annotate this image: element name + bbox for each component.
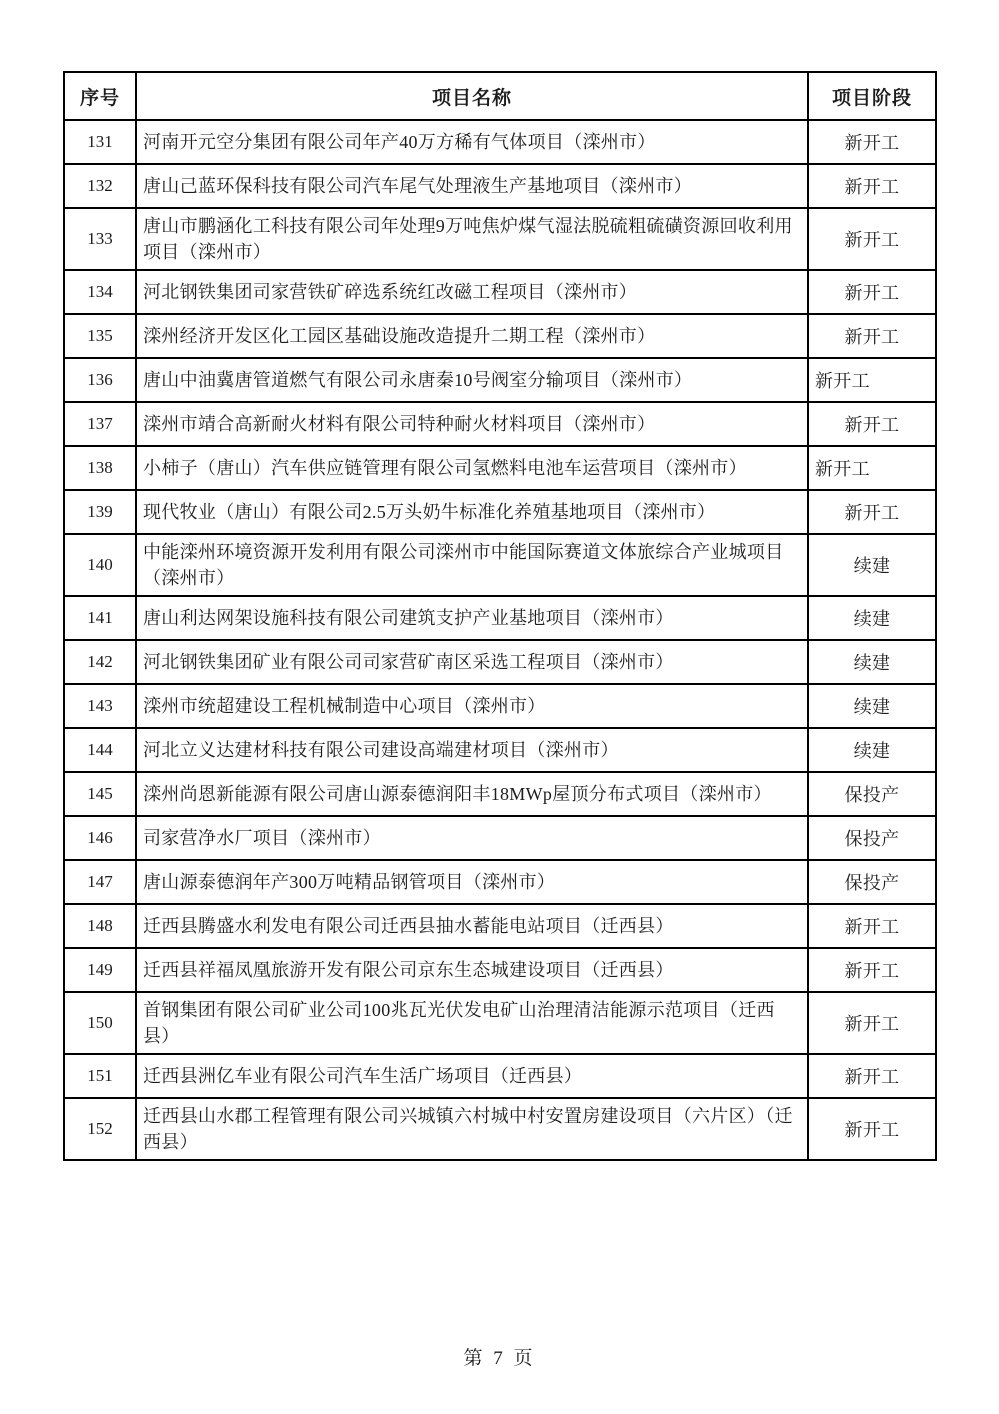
cell-serial-number: 147 bbox=[64, 860, 136, 904]
cell-project-name: 唐山市鹏涵化工科技有限公司年处理9万吨焦炉煤气湿法脱硫粗硫磺资源回收利用项目（滦州市） bbox=[136, 208, 808, 270]
header-serial-number: 序号 bbox=[64, 72, 136, 120]
table-row bbox=[64, 164, 936, 208]
cell-project-stage: 续建 bbox=[808, 534, 936, 596]
table-row bbox=[64, 358, 936, 402]
table-row bbox=[64, 270, 936, 314]
cell-serial-number: 138 bbox=[64, 446, 136, 490]
cell-serial-number: 146 bbox=[64, 816, 136, 860]
cell-serial-number: 142 bbox=[64, 640, 136, 684]
table-row bbox=[64, 534, 936, 596]
table-row bbox=[64, 728, 936, 772]
cell-project-stage: 新开工 bbox=[808, 446, 936, 490]
cell-project-stage: 新开工 bbox=[808, 1098, 936, 1160]
cell-project-stage: 新开工 bbox=[808, 164, 936, 208]
cell-serial-number: 144 bbox=[64, 728, 136, 772]
table-row bbox=[64, 816, 936, 860]
cell-serial-number: 148 bbox=[64, 904, 136, 948]
table-row bbox=[64, 684, 936, 728]
cell-project-stage: 新开工 bbox=[808, 208, 936, 270]
cell-project-name: 河北钢铁集团矿业有限公司司家营矿南区采选工程项目（滦州市） bbox=[136, 640, 808, 684]
cell-project-name: 现代牧业（唐山）有限公司2.5万头奶牛标准化养殖基地项目（滦州市） bbox=[136, 490, 808, 534]
table-row bbox=[64, 490, 936, 534]
cell-serial-number: 141 bbox=[64, 596, 136, 640]
table-header bbox=[64, 72, 936, 120]
cell-serial-number: 137 bbox=[64, 402, 136, 446]
table-row bbox=[64, 860, 936, 904]
header-project-name: 项目名称 bbox=[136, 72, 808, 120]
cell-project-name: 滦州市统超建设工程机械制造中心项目（滦州市） bbox=[136, 684, 808, 728]
cell-serial-number: 150 bbox=[64, 992, 136, 1054]
cell-project-stage: 新开工 bbox=[808, 904, 936, 948]
cell-project-name: 迁西县山水郡工程管理有限公司兴城镇六村城中村安置房建设项目（六片区）（迁西县） bbox=[136, 1098, 808, 1160]
cell-project-stage: 保投产 bbox=[808, 816, 936, 860]
cell-project-name: 首钢集团有限公司矿业公司100兆瓦光伏发电矿山治理清洁能源示范项目（迁西县） bbox=[136, 992, 808, 1054]
page-number: 第 7 页 bbox=[463, 1348, 536, 1369]
cell-serial-number: 135 bbox=[64, 314, 136, 358]
cell-project-stage: 新开工 bbox=[808, 992, 936, 1054]
cell-serial-number: 152 bbox=[64, 1098, 136, 1160]
cell-project-name: 小柿子（唐山）汽车供应链管理有限公司氢燃料电池车运营项目（滦州市） bbox=[136, 446, 808, 490]
cell-serial-number: 145 bbox=[64, 772, 136, 816]
cell-project-name: 滦州尚恩新能源有限公司唐山源泰德润阳丰18MWp屋顶分布式项目（滦州市） bbox=[136, 772, 808, 816]
cell-project-stage: 新开工 bbox=[808, 358, 936, 402]
cell-serial-number: 140 bbox=[64, 534, 136, 596]
table-row bbox=[64, 208, 936, 270]
cell-project-name: 唐山己蓝环保科技有限公司汽车尾气处理液生产基地项目（滦州市） bbox=[136, 164, 808, 208]
cell-serial-number: 143 bbox=[64, 684, 136, 728]
cell-project-name: 滦州市靖合高新耐火材料有限公司特种耐火材料项目（滦州市） bbox=[136, 402, 808, 446]
table-row bbox=[64, 992, 936, 1054]
header-row bbox=[64, 72, 936, 120]
table-row bbox=[64, 314, 936, 358]
cell-project-stage: 新开工 bbox=[808, 490, 936, 534]
table-body bbox=[64, 120, 936, 1160]
table-row bbox=[64, 640, 936, 684]
cell-serial-number: 132 bbox=[64, 164, 136, 208]
table-row bbox=[64, 120, 936, 164]
cell-project-name: 中能滦州环境资源开发利用有限公司滦州市中能国际赛道文体旅综合产业城项目（滦州市） bbox=[136, 534, 808, 596]
table-row bbox=[64, 1054, 936, 1098]
table-row bbox=[64, 446, 936, 490]
cell-project-name: 迁西县祥福凤凰旅游开发有限公司京东生态城建设项目（迁西县） bbox=[136, 948, 808, 992]
cell-serial-number: 151 bbox=[64, 1054, 136, 1098]
cell-serial-number: 134 bbox=[64, 270, 136, 314]
cell-project-stage: 新开工 bbox=[808, 120, 936, 164]
table-row bbox=[64, 948, 936, 992]
cell-project-stage: 新开工 bbox=[808, 948, 936, 992]
cell-project-stage: 新开工 bbox=[808, 402, 936, 446]
cell-project-name: 河南开元空分集团有限公司年产40万方稀有气体项目（滦州市） bbox=[136, 120, 808, 164]
table-row bbox=[64, 772, 936, 816]
cell-project-stage: 续建 bbox=[808, 728, 936, 772]
table-row bbox=[64, 904, 936, 948]
cell-project-name: 唐山源泰德润年产300万吨精品钢管项目（滦州市） bbox=[136, 860, 808, 904]
cell-project-stage: 新开工 bbox=[808, 314, 936, 358]
project-list-table bbox=[63, 71, 937, 1161]
cell-project-name: 司家营净水厂项目（滦州市） bbox=[136, 816, 808, 860]
cell-project-name: 河北立义达建材科技有限公司建设高端建材项目（滦州市） bbox=[136, 728, 808, 772]
cell-serial-number: 133 bbox=[64, 208, 136, 270]
cell-serial-number: 131 bbox=[64, 120, 136, 164]
cell-project-name: 唐山利达网架设施科技有限公司建筑支护产业基地项目（滦州市） bbox=[136, 596, 808, 640]
cell-project-stage: 续建 bbox=[808, 640, 936, 684]
table-row bbox=[64, 402, 936, 446]
cell-project-stage: 保投产 bbox=[808, 772, 936, 816]
cell-project-stage: 续建 bbox=[808, 596, 936, 640]
cell-serial-number: 139 bbox=[64, 490, 136, 534]
cell-project-stage: 新开工 bbox=[808, 270, 936, 314]
header-project-stage: 项目阶段 bbox=[808, 72, 936, 120]
cell-project-stage: 续建 bbox=[808, 684, 936, 728]
cell-project-stage: 保投产 bbox=[808, 860, 936, 904]
cell-project-name: 迁西县洲亿车业有限公司汽车生活广场项目（迁西县） bbox=[136, 1054, 808, 1098]
cell-serial-number: 136 bbox=[64, 358, 136, 402]
cell-project-name: 迁西县腾盛水利发电有限公司迁西县抽水蓄能电站项目（迁西县） bbox=[136, 904, 808, 948]
cell-project-name: 滦州经济开发区化工园区基础设施改造提升二期工程（滦州市） bbox=[136, 314, 808, 358]
cell-project-name: 河北钢铁集团司家营铁矿碎选系统红改磁工程项目（滦州市） bbox=[136, 270, 808, 314]
table-row bbox=[64, 1098, 936, 1160]
table-row bbox=[64, 596, 936, 640]
cell-project-name: 唐山中油冀唐管道燃气有限公司永唐秦10号阀室分输项目（滦州市） bbox=[136, 358, 808, 402]
cell-serial-number: 149 bbox=[64, 948, 136, 992]
cell-project-stage: 新开工 bbox=[808, 1054, 936, 1098]
